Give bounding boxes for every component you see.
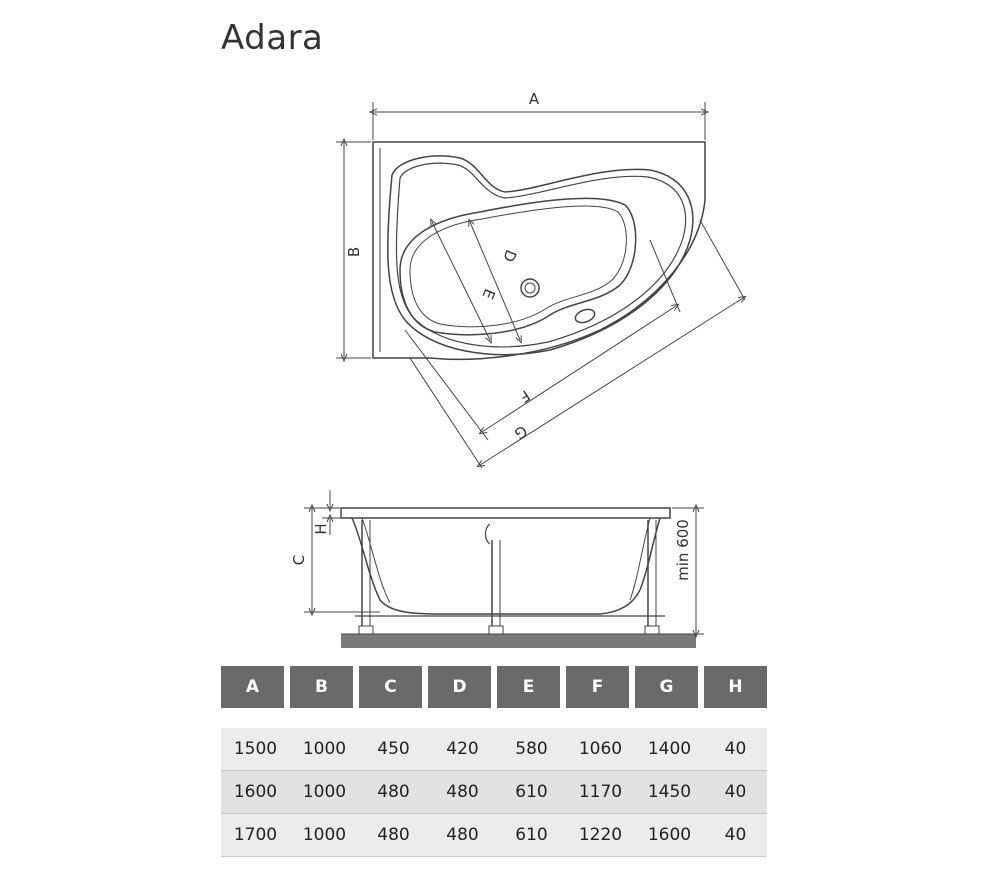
- header-h: H: [704, 666, 767, 708]
- table-cell: 40: [704, 728, 767, 771]
- table-cell: 480: [359, 771, 428, 814]
- label-e: E: [478, 286, 499, 302]
- table-cell: 1220: [566, 814, 635, 857]
- header-b: B: [290, 666, 359, 708]
- basin: [400, 198, 636, 334]
- table-cell: 1000: [290, 728, 359, 771]
- header-d: D: [428, 666, 497, 708]
- header-f: F: [566, 666, 635, 708]
- table-cell: 1700: [221, 814, 290, 857]
- header-a: A: [221, 666, 290, 708]
- table-header-row: [221, 666, 767, 708]
- table-cell: 1500: [221, 728, 290, 771]
- table-cell: 480: [428, 771, 497, 814]
- header-c: C: [359, 666, 428, 708]
- table-row: [221, 771, 767, 814]
- table-cell: 40: [704, 771, 767, 814]
- top-view: [373, 142, 705, 359]
- table-cell: 480: [428, 814, 497, 857]
- table-cell: 420: [428, 728, 497, 771]
- table-cell: 1000: [290, 771, 359, 814]
- dimension-d: [470, 222, 520, 340]
- table-cell: 580: [497, 728, 566, 771]
- dimensions-table: [221, 666, 767, 857]
- table-cell: 480: [359, 814, 428, 857]
- label-d: D: [499, 247, 521, 265]
- label-b: B: [345, 246, 363, 258]
- header-e: E: [497, 666, 566, 708]
- side-drain: [486, 524, 491, 544]
- table-cell: 1600: [635, 814, 704, 857]
- label-h: H: [312, 523, 330, 535]
- table-cell: 1060: [566, 728, 635, 771]
- dimension-g: [410, 220, 745, 468]
- table-cell: 40: [704, 814, 767, 857]
- label-a: A: [528, 90, 540, 108]
- product-title: Adara: [221, 18, 324, 58]
- label-f: F: [516, 386, 534, 407]
- table-cell: 1450: [635, 771, 704, 814]
- dimension-f: [405, 240, 680, 443]
- table-cell: 610: [497, 814, 566, 857]
- label-g: G: [510, 421, 531, 443]
- drain-icon: [521, 279, 539, 297]
- header-g: G: [635, 666, 704, 708]
- table-cell: 1000: [290, 814, 359, 857]
- table-cell: 1170: [566, 771, 635, 814]
- table-row: [221, 814, 767, 857]
- table-cell: 450: [359, 728, 428, 771]
- label-c: C: [290, 554, 308, 566]
- floor: [341, 634, 696, 648]
- overflow-icon: [574, 307, 597, 325]
- label-min: min 600: [674, 519, 692, 581]
- dimension-e: [432, 222, 490, 340]
- side-rim: [341, 508, 670, 518]
- rim-inner-line: [396, 163, 685, 347]
- side-bowl: [352, 518, 660, 614]
- table-cell: 1600: [221, 771, 290, 814]
- table-cell: 1400: [635, 728, 704, 771]
- table-cell: 610: [497, 771, 566, 814]
- basin-inner: [410, 206, 626, 327]
- table-row: [221, 728, 767, 771]
- side-view: [341, 508, 670, 634]
